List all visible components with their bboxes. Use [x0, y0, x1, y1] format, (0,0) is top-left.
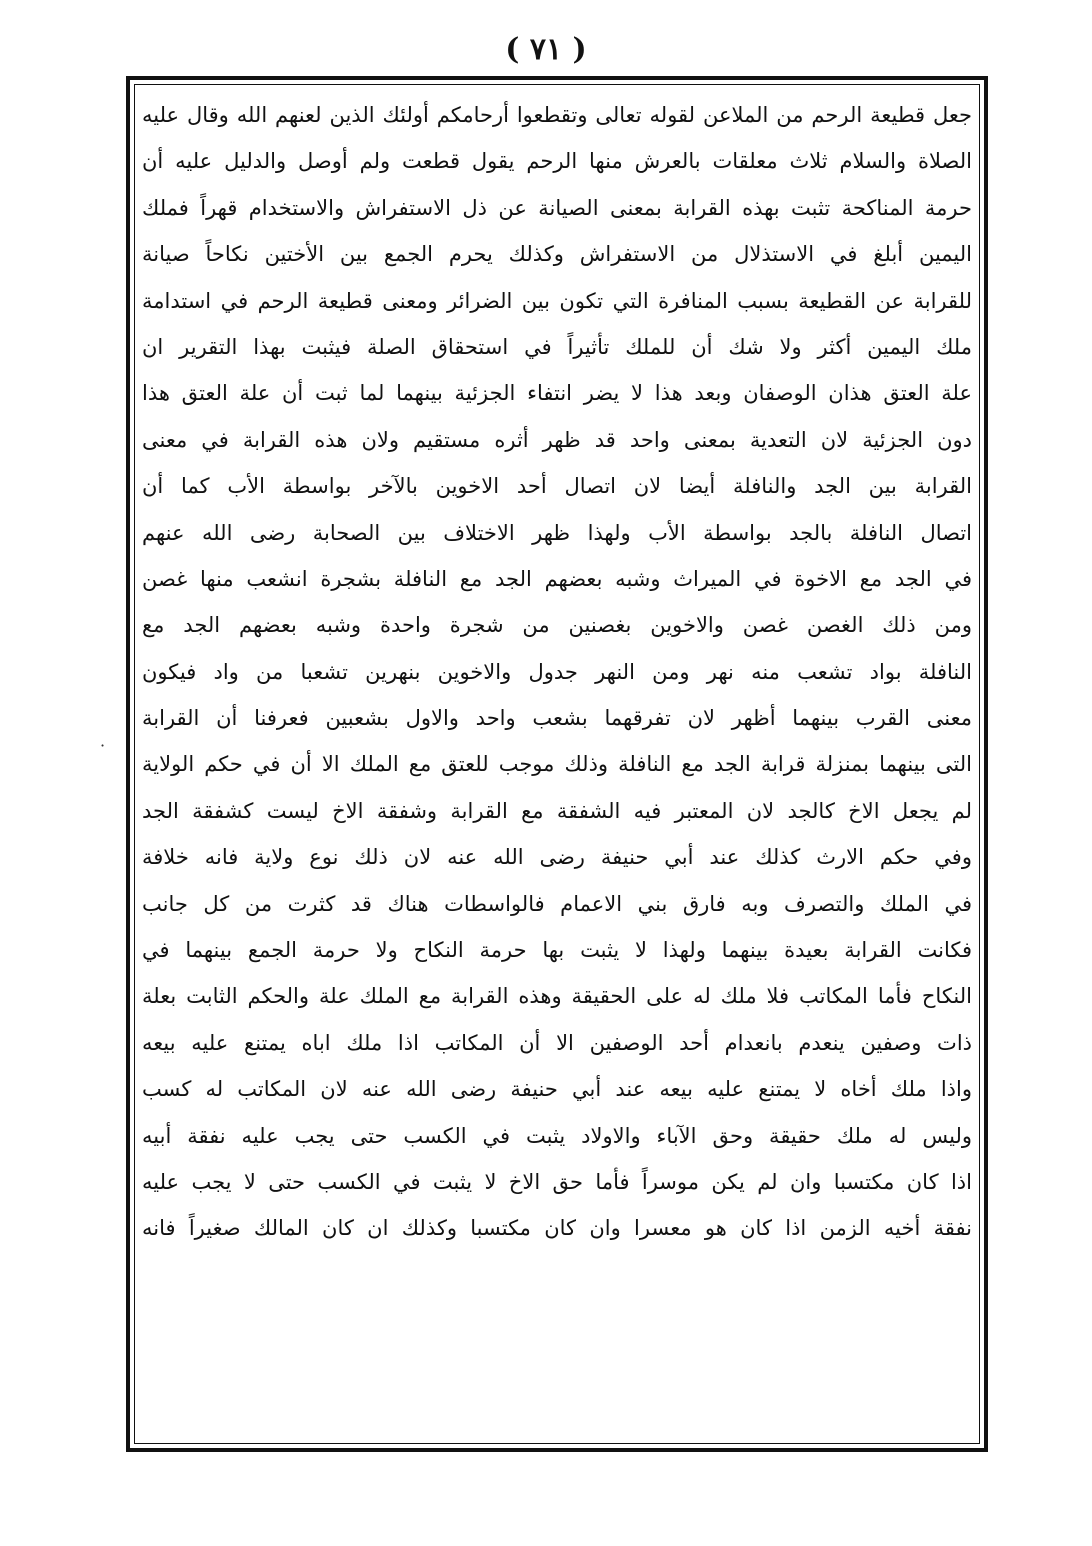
text-line: القرابة بين الجد والنافلة أيضا لان اتصال أحد الاخوين بالآخر بواسطة الأب كما أن	[142, 474, 972, 499]
text-line: دون الجزئية لان التعدية بمعنى واحد قد ظهر أثره مستقيم ولان هذه القرابة في معنى	[142, 427, 972, 452]
text-line: فكانت القرابة بعيدة بينهما ولهذا لا يثبت بها حرمة النكاح ولا حرمة الجمع بينهما في	[142, 938, 972, 963]
text-line: اليمين أبلغ في الاستذلال من الاستفراش وكذلك يحرم الجمع بين الأختين نكاحاً صيانة	[142, 242, 972, 267]
text-line: في الملك والتصرف وبه فارق بني الاعمام فالواسطات هناك قد كثرت من كل جانب	[142, 891, 972, 916]
margin-mark: ·	[100, 736, 106, 755]
text-line: النافلة بواد تشعب منه نهر ومن النهر جدول والاخوين بنهرين تشعبا من واد فيكون	[142, 659, 972, 684]
text-line: ومن ذلك الغصن غصن والاخوين بغصنين من شجرة واحدة وشبه بعضهم الجد مع	[142, 613, 972, 638]
text-line: جعل قطيعة الرحم من الملاعن لقوله تعالى وتقطعوا أرحامكم أولئك الذين لعنهم الله وقال عليه	[142, 103, 972, 127]
body-text	[142, 92, 972, 1252]
text-line: نفقة أخيه الزمن اذا كان هو معسرا وان كان مكتسبا وكذلك ان كان المالك صغيراً فانه	[142, 1216, 972, 1241]
text-line: حرمة المناكحة تثبت بهذه القرابة بمعنى الصيانة عن ذل الاستفراش والاستخدام قهراً فملك	[142, 195, 972, 220]
text-line: وليس له ملك حقيقة وحق الآباء والاولاد يثبت في الكسب حتى يجب عليه نفقة أبيه	[142, 1123, 972, 1148]
page-number: ( ٧١ )	[505, 32, 587, 67]
text-line: معنى القرب بينهما أظهر لان تفرقهما بشعب واحد والاول بشعبين فعرفنا أن القرابة	[142, 706, 972, 731]
text-line: الصلاة والسلام ثلاث معلقات بالعرش منها الرحم يقول قطعت ولم أوصل والدليل عليه أن	[142, 149, 972, 174]
text-line: التى بينهما بمنزلة قرابة الجد مع النافلة وذلك موجب للعتق مع الملك الا أن في حكم الولاية	[142, 752, 972, 777]
text-line: علة العتق هذان الوصفان وبعد هذا لا يضر انتفاء الجزئية بينهما لما ثبت أن علة العتق هذا	[142, 381, 972, 406]
text-line: في الجد مع الاخوة في الميراث وشبه بعضهم الجد مع النافلة بشجرة انشعب منها غصن	[142, 566, 972, 591]
text-line: واذا ملك أخاه لا يمتنع عليه بيعه عند أبي حنيفة رضى الله عنه لان المكاتب له كسب	[142, 1077, 972, 1102]
text-line: اذا كان مكتسبا وان لم يكن موسراً فأما حق الاخ لا يثبت في الكسب حتى لا يجب عليه	[142, 1169, 972, 1194]
text-line: وفي حكم الارث كذلك عند أبي حنيفة رضى الله عنه لان ذلك نوع ولاية فانه خلافة	[142, 845, 972, 870]
text-line: اتصال النافلة بالجد بواسطة الأب ولهذا ظهر الاختلاف بين الصحابة رضى الله عنهم	[142, 520, 972, 545]
text-line: ملك اليمين أكثر ولا شك أن للملك تأثيراً في استحقاق الصلة فيثبت بهذا التقرير ان	[142, 334, 972, 359]
text-line: ذات وصفين ينعدم بانعدام أحد الوصفين الا أن المكاتب اذا ملك اباه يمتنع عليه بيعه	[142, 1030, 972, 1055]
text-line: لم يجعل الاخ كالجد لان المعتبر فيه الشفقة مع القرابة وشفقة الاخ ليست كشفقة الجد	[142, 798, 972, 823]
text-line: للقرابة عن القطيعة بسبب المنافرة التي تكون بين الضرائر ومعنى قطيعة الرحم في استدامة	[142, 288, 972, 313]
text-line: النكاح فأما المكاتب فلا ملك له على الحقيقة وهذه القرابة مع الملك علة والحكم الثابت بعلة	[142, 984, 972, 1009]
